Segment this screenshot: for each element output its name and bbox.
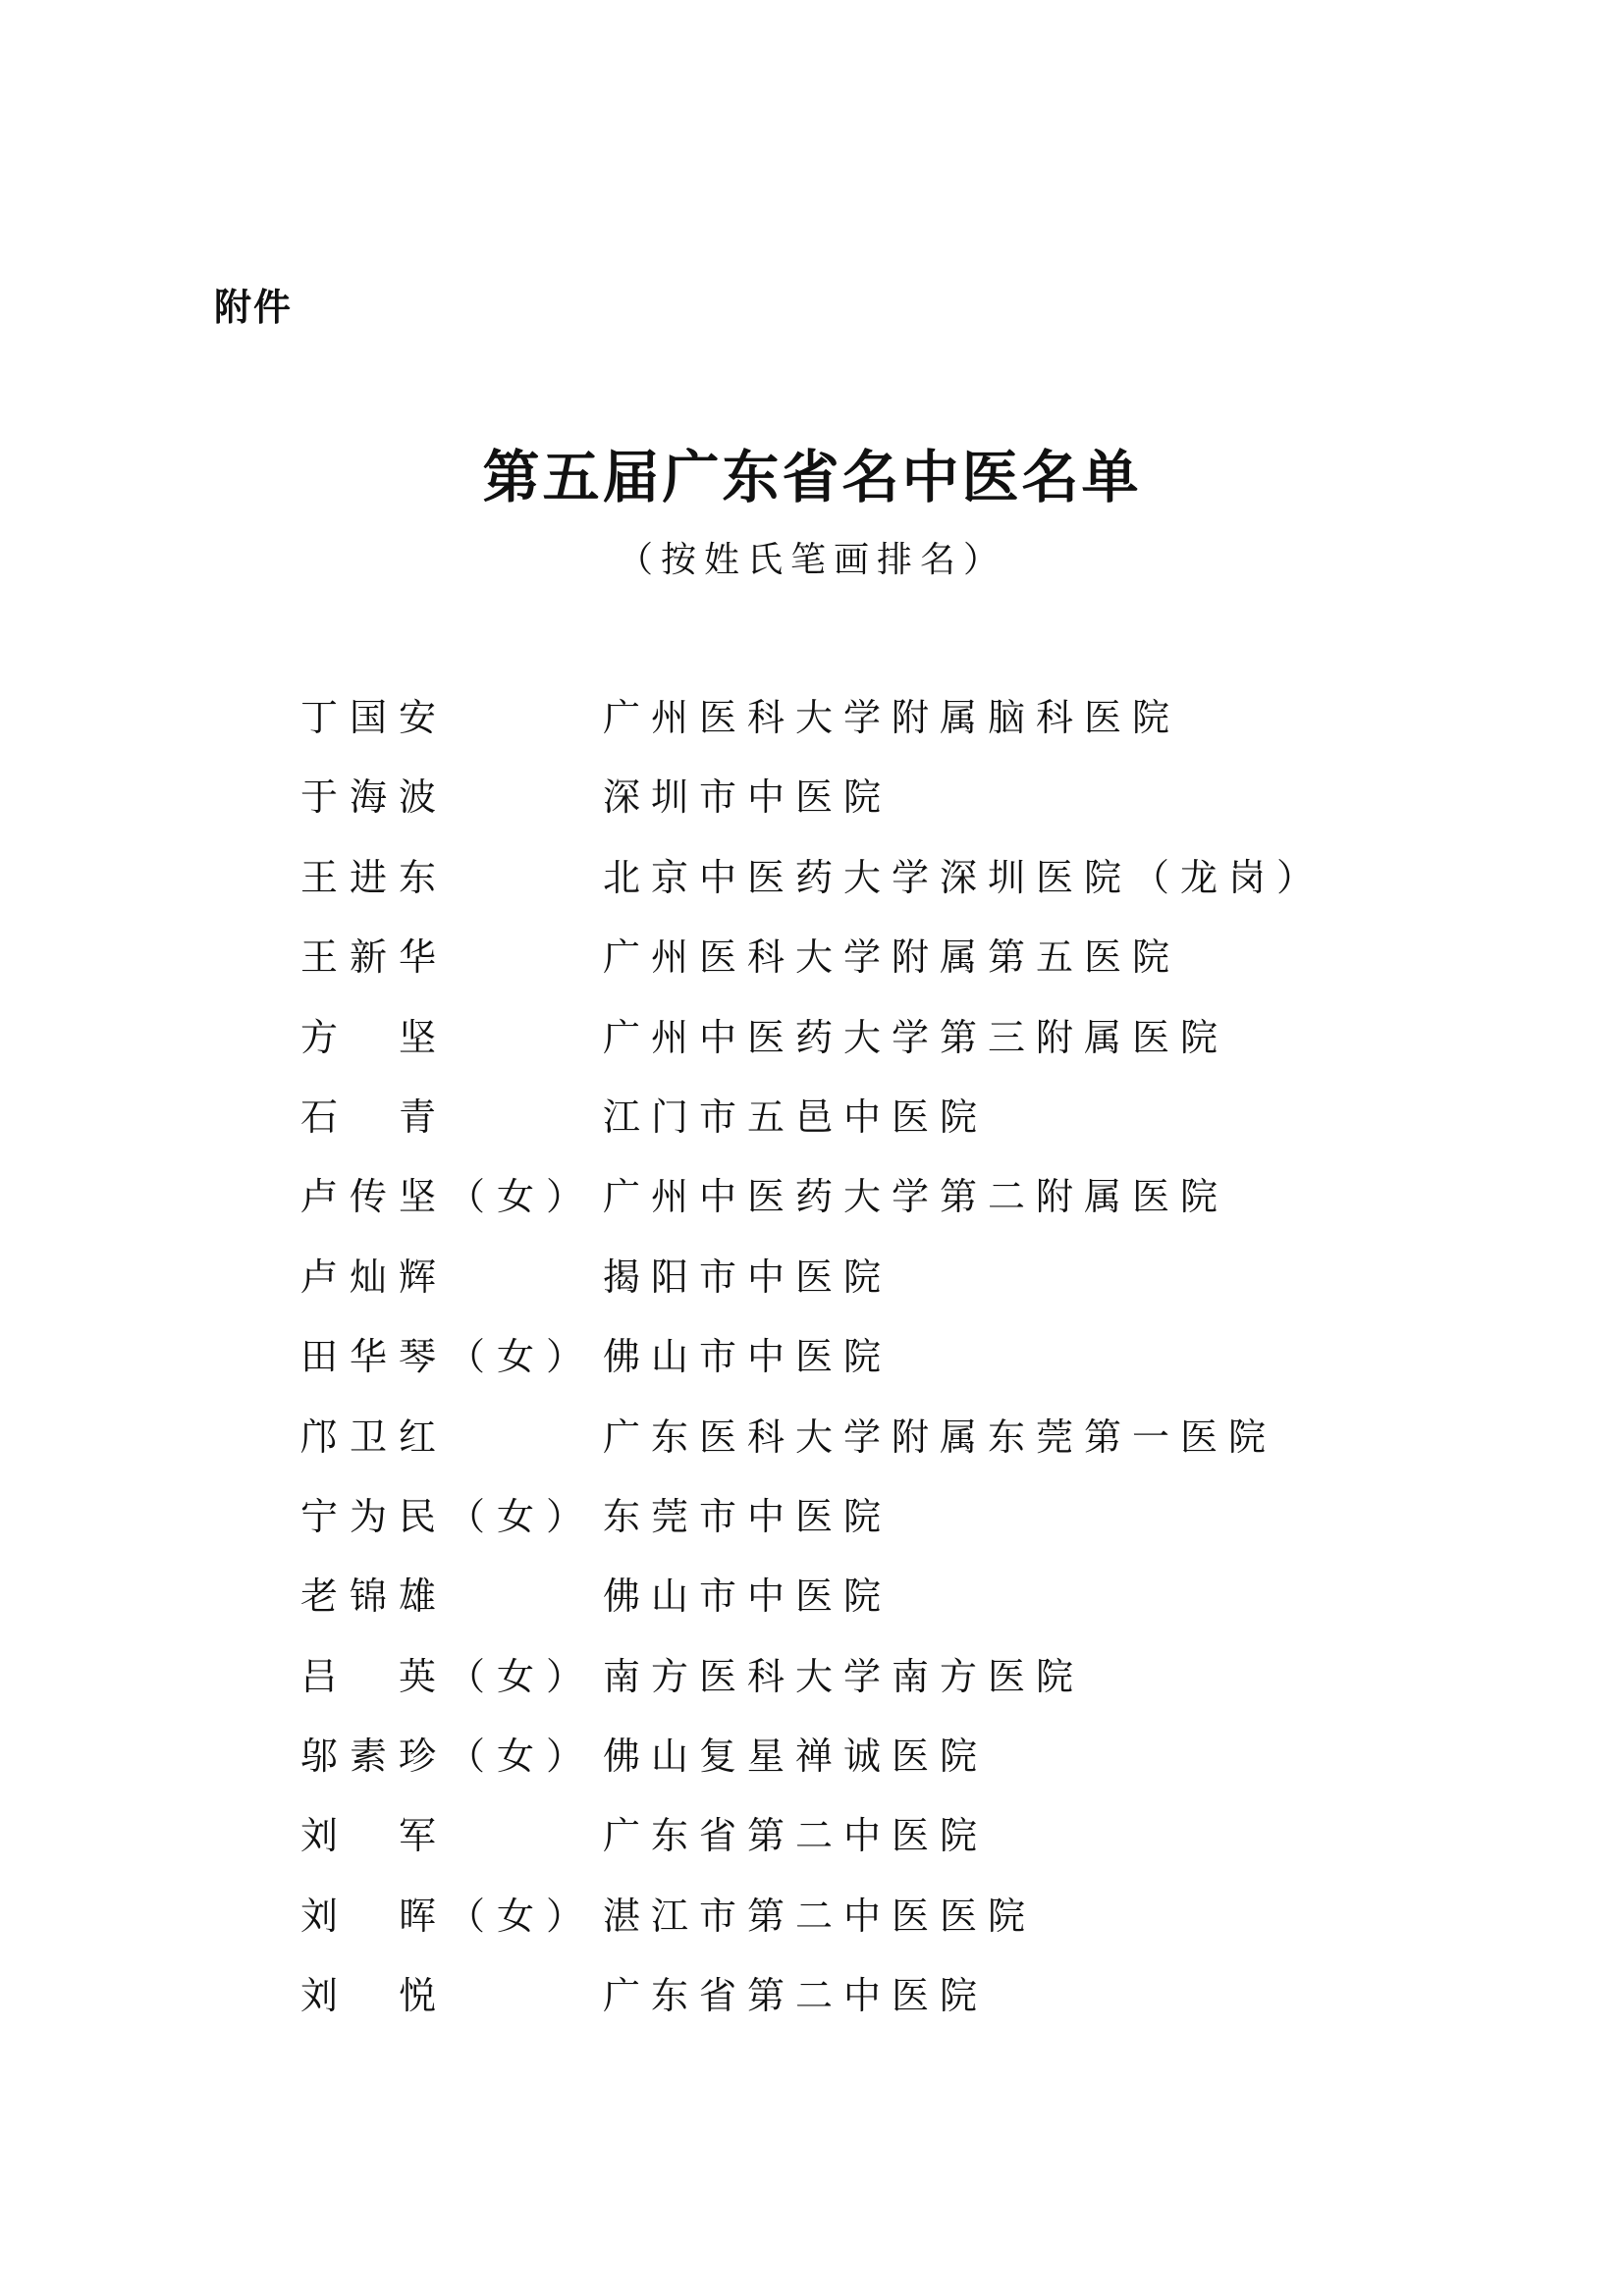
attachment-label: 附件: [214, 286, 294, 329]
list-item: [300, 1971, 1380, 2051]
list-item: [300, 1172, 1380, 1252]
doctor-name: 宁为民（女）: [300, 1494, 596, 1538]
doctor-hospital: 广东医科大学附属东莞第一医院: [603, 1415, 1277, 1459]
doctor-name: 刘 悦: [300, 1974, 449, 2018]
doctor-hospital: 广东省第二中医院: [603, 1974, 989, 2018]
list-item: [300, 853, 1380, 933]
list-item: [300, 1013, 1380, 1093]
list-item: [300, 1413, 1380, 1492]
doctor-name: 老锦雄: [300, 1575, 449, 1619]
doctor-hospital: 深圳市中医院: [603, 775, 893, 820]
doctor-hospital: 南方医科大学南方医院: [603, 1654, 1085, 1698]
doctor-hospital: 广州医科大学附属脑科医院: [603, 696, 1181, 739]
doctor-hospital: 广东省第二中医院: [603, 1814, 989, 1858]
doctor-hospital: 广州中医药大学第三附属医院: [603, 1015, 1229, 1059]
doctor-name: 刘 晖（女）: [300, 1894, 596, 1938]
list-item: [300, 1093, 1380, 1172]
doctor-name: 王进东: [300, 855, 449, 899]
doctor-name: 刘 军: [300, 1814, 449, 1858]
list-item: [300, 773, 1380, 852]
doctor-hospital: 广州医科大学附属第五医院: [603, 935, 1181, 980]
doctor-hospital: 佛山市中医院: [603, 1575, 893, 1619]
doctor-name: 丁国安: [300, 696, 449, 739]
list-item: [300, 1652, 1380, 1732]
doctor-hospital: 江门市五邑中医院: [603, 1095, 989, 1139]
doctor-name: 吕 英（女）: [300, 1654, 596, 1698]
doctor-name: 田华琴（女）: [300, 1335, 596, 1379]
doctor-name: 石 青: [300, 1095, 449, 1139]
list-item: [300, 1732, 1380, 1811]
list-item: [300, 1572, 1380, 1651]
doctor-name: 王新华: [300, 935, 449, 980]
doctor-hospital: 佛山复星禅诚医院: [603, 1735, 989, 1779]
doctor-hospital: 广州中医药大学第二附属医院: [603, 1175, 1229, 1219]
list-item: [300, 1253, 1380, 1332]
doctor-name: 于海波: [300, 775, 449, 820]
list-item: [300, 693, 1380, 773]
doctor-name: 邝卫红: [300, 1415, 449, 1459]
doctor-name: 卢灿辉: [300, 1255, 449, 1299]
doctor-hospital: 东莞市中医院: [603, 1494, 893, 1538]
page-subtitle: （按姓氏笔画排名）: [617, 540, 1006, 580]
list-item: [300, 1892, 1380, 1971]
doctor-list: [300, 693, 1380, 2052]
doctor-hospital: 北京中医药大学深圳医院（龙岗）: [603, 855, 1326, 899]
list-item: [300, 1492, 1380, 1572]
list-item: [300, 1811, 1380, 1891]
doctor-hospital: 佛山市中医院: [603, 1335, 893, 1379]
doctor-hospital: 揭阳市中医院: [603, 1255, 893, 1299]
list-item: [300, 933, 1380, 1012]
doctor-hospital: 湛江市第二中医医院: [603, 1894, 1037, 1938]
doctor-name: 方 坚: [300, 1015, 449, 1059]
doctor-name: 邬素珍（女）: [300, 1735, 596, 1779]
page-title: 第五届广东省名中医名单: [482, 444, 1142, 510]
doctor-name: 卢传坚（女）: [300, 1175, 596, 1219]
list-item: [300, 1332, 1380, 1412]
